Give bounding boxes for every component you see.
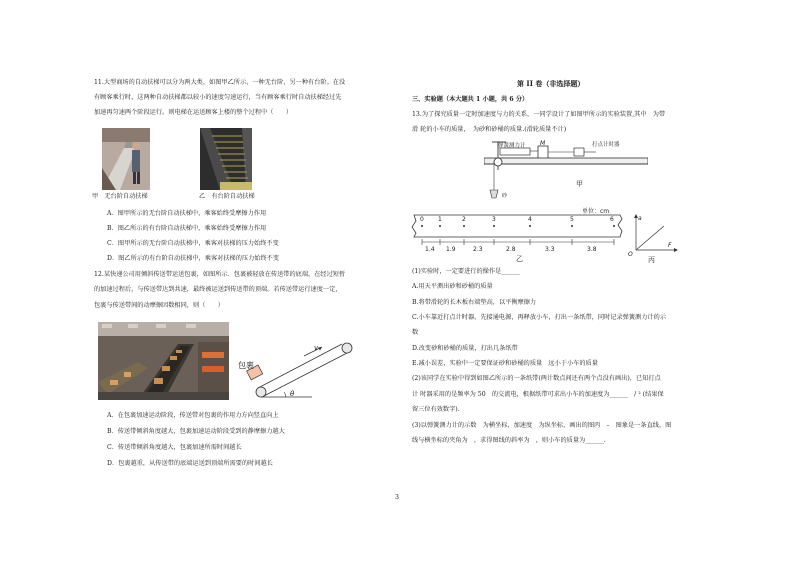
sand-label: 砂 <box>502 193 508 199</box>
q13-line-7: E.减小误差，实验中一定要保证砂和砂桶的质量 远小于小车的质量 <box>412 360 598 367</box>
meter-label: 弹簧测力计 <box>498 143 526 149</box>
q12-option-a: A．在包裹加速运动阶段，传送带对包裹的作用力方向竖直向上 <box>107 412 279 419</box>
apparatus-diagram <box>484 138 648 202</box>
q13-stem-line2: 滑 轮的小车的质量， 为砂和砂桶的质量.(滑轮质量不计) <box>412 126 567 133</box>
unit-label: 单位：cm <box>582 208 610 215</box>
q13-stem-line1: 13.为了探究质量一定时加速度与力的关系，一同学设计了如图甲所示的实验装置,其中 为带 <box>412 111 666 118</box>
tape-distance-3: 2.3 <box>473 246 483 253</box>
tape-distance-5: 3.3 <box>545 246 555 253</box>
q12-stem-line2: 的加速过程后，与传送带达到共速，最终被运送到传送带的顶端。若传送带运行速度一定， <box>94 286 342 293</box>
q12-option-b: B．传送带倾斜角度越大，包裹加速运动阶段受到的静摩擦力越大 <box>107 428 285 435</box>
conveyor-warehouse-photo <box>98 322 229 400</box>
q13-line-8: (2)该同学在实验中得到如图乙所示的一条纸带(两计数点间还有两个点没有画出)，已知打点 <box>412 375 661 382</box>
a-F-graph <box>626 212 678 264</box>
tape-distances <box>425 246 597 253</box>
escalator-photo-with-steps <box>200 128 252 190</box>
q11-stem-line1: 11.大型商场的自动扶梯可以分为两大类，如图甲乙所示，一种无台阶，另一种有台阶。在没 <box>94 79 346 86</box>
tape-point-4: 4 <box>528 216 532 223</box>
section-title: 三、实验题（本大题共 1 小题，共 6 分） <box>412 96 529 103</box>
part-title: 第 II 卷（非选择题） <box>517 79 585 88</box>
tape-point-3: 3 <box>492 216 496 223</box>
q11-stem-line3: 加速再匀速两个阶段运行。则电梯在运送顾客上楼的整个过程中（ ） <box>94 109 292 116</box>
q11-caption-b: 乙 有台阶自动扶梯 <box>199 193 255 200</box>
timer-label: 打点计时器 <box>592 142 620 148</box>
q13-line-2: A.用天平测出砂和砂桶的质量 <box>412 283 493 290</box>
q11-option-a: A．图甲所示的无台阶自动扶梯中，乘客始终受摩擦力作用 <box>107 210 267 217</box>
q11-option-c: C．图甲所示的无台阶自动扶梯中，乘客对扶梯的压力始终不变 <box>107 240 279 247</box>
q13-line-5: 数 <box>412 329 419 336</box>
q11-option-b: B．图乙所示的有台阶自动扶梯中，乘客始终受摩擦力作用 <box>107 225 267 232</box>
q13-line-9: 计 时器采用的是频率为 50 的交流电，根据纸带可求出小车的加速度为______ / ² (结果保 <box>412 391 664 398</box>
package-label: 包裹 <box>238 361 254 370</box>
q12-option-d: D．包裹越重，从传送带的底端运送到顶端所需要的时间越长 <box>107 460 273 467</box>
q12-stem-line1: 12.某快递公司用倾斜传送带运送包裹，如图所示．包裹被轻放在传送带的底端，在经过短暂 <box>94 271 346 278</box>
tape-point-1: 1 <box>438 216 442 223</box>
velocity-label: v <box>314 344 319 352</box>
q13-line-3: B.将带滑轮的长木板右端垫高，以平衡摩擦力 <box>412 299 537 306</box>
figure-yi-label: 乙 <box>516 255 523 263</box>
escalator-photo-no-steps <box>102 128 150 190</box>
conveyor-belt-diagram <box>234 334 362 400</box>
tape-distance-2: 1.9 <box>446 246 456 253</box>
page-number: 3 <box>395 494 399 501</box>
tape-distance-1: 1.4 <box>425 246 435 253</box>
q13-line-4: C.小车靠近打点计时器，先接通电源，再释放小车，打出一条纸带，同时记录弹簧测力计的示 <box>412 314 666 321</box>
tape-point-5: 5 <box>570 216 574 223</box>
axis-f-label: F <box>668 242 672 249</box>
q11-stem-line2: 有顾客乘行时，这两种自动扶梯都以较小的速度匀速运行，当有顾客乘行时自动扶梯经过先 <box>94 94 342 101</box>
q12-option-c: C．传送带倾斜角度越大，包裹加速所需时间越长 <box>107 444 242 451</box>
figure-bing-label: 丙 <box>648 256 655 264</box>
q11-option-d: D．图乙所示的有台阶自动扶梯中，乘客对扶梯的压力始终不变 <box>107 255 280 262</box>
q13-line-6: D.改变砂和砂桶的质量，打出几条纸带 <box>412 345 518 352</box>
angle-label: θ <box>290 390 295 398</box>
paper-tape-diagram <box>410 205 626 263</box>
tape-distance-6: 3.8 <box>587 246 597 253</box>
cart-mass-label: M <box>540 140 546 147</box>
figure-jia-label: 甲 <box>576 180 583 188</box>
q13-line-10: 留三位有效数字). <box>412 406 460 413</box>
origin-label: O <box>628 251 633 258</box>
q13-line-1: (1)实验时，一定要进行的操作是______ <box>412 268 520 275</box>
q12-stem-line3: 包裹与传送带间的动摩擦因数相同，则（ ） <box>94 302 224 309</box>
q13-line-12: 线与横坐标的夹角为 ，求得图线的斜率为 ，则小车的质量为______. <box>412 437 606 444</box>
q11-caption-a: 甲 无台阶自动扶梯 <box>92 193 148 200</box>
tape-point-6: 6 <box>610 216 614 223</box>
tape-point-0: 0 <box>420 216 424 223</box>
tape-point-2: 2 <box>462 216 466 223</box>
tape-distance-4: 2.8 <box>506 246 516 253</box>
q13-line-11: (3)以弹簧测力计的示数 为横坐标，加速度 为纵坐标，画出的图丙 – 图象是一条直线，图 <box>412 422 672 429</box>
axis-a-label: a <box>638 215 642 222</box>
